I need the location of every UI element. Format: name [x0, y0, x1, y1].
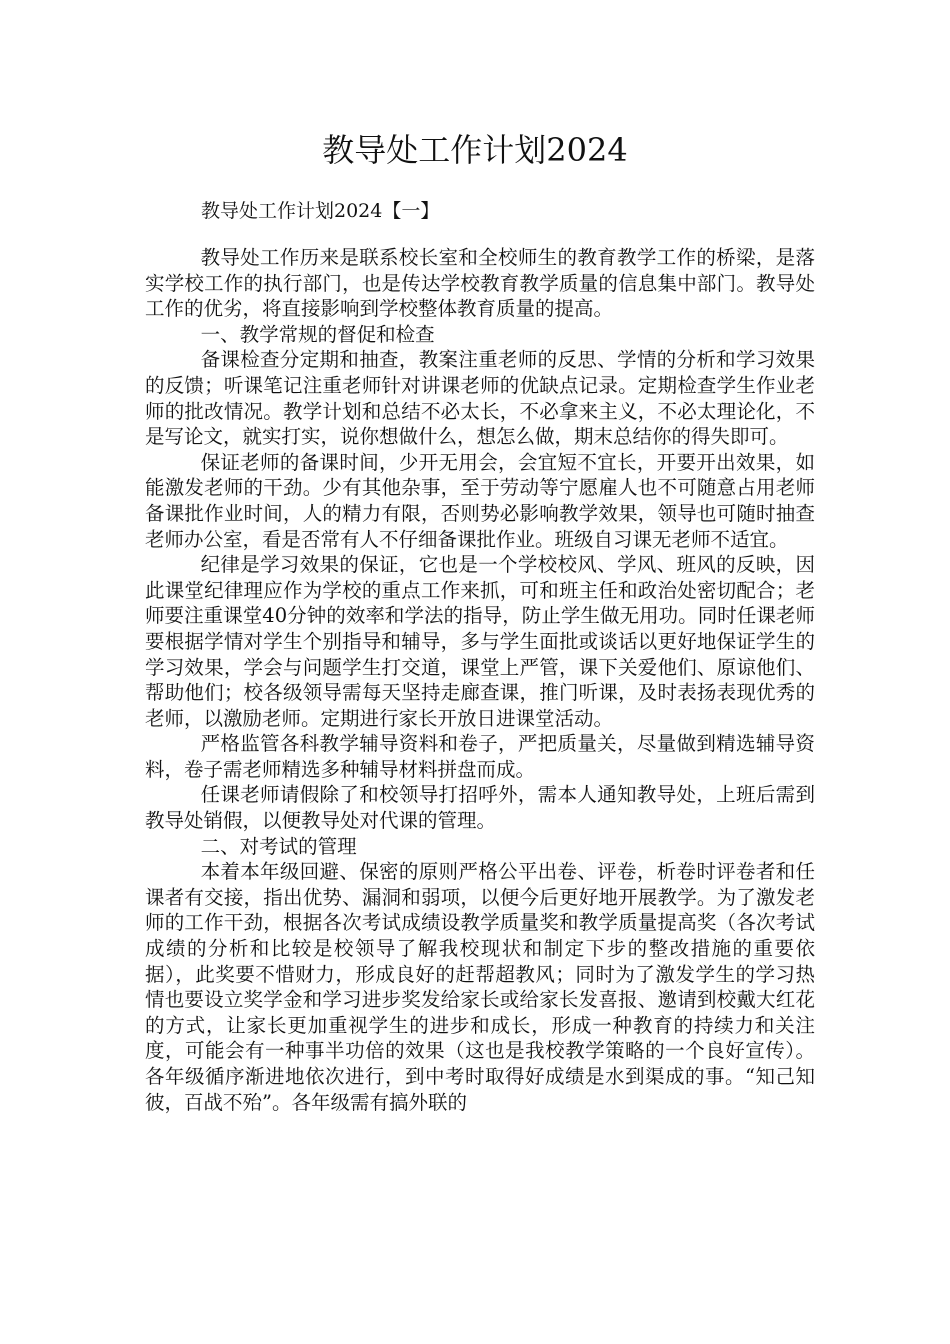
document-title: 教导处工作计划2024 [322, 131, 628, 169]
paragraph-materials: 严格监管各科教学辅导资料和卷子，严把质量关，尽量做到精选辅导资料，卷子需老师精选多种辅导材料拼盘而成。 [145, 732, 815, 781]
paragraph-leave: 任课老师请假除了和校领导打招呼外，需本人通知教导处，上班后需到教导处销假，以便教导处对代课的管理。 [145, 783, 815, 833]
paragraph-exams: 本着本年级回避、保密的原则严格公平出卷、评卷，析卷时评卷者和任课者有交接，指出优势、漏洞和弱项，以便今后更好地开展教学。为了激发老师的工作干劲，根据各次考试成绩设教学质量奖和教学质量提高奖（各次考试成绩的分析和比较是校领导了解我校现状和制定下步的整改措施的重要依据），此奖要不惜财力，形成良好的赶帮超教风；同时为了激发学生的学习热情也要设立奖学金和学习进步奖发给家长或给家长发喜报、邀请到校戴大红花的方式，让家长更加重视学生的进步和成长，形成一种教育的持续力和关注度，可能会有一种事半功倍的效果（这也是我校教学策略的一个良好宣传）。各年级循序渐进地依次进行，到中考时取得好成绩是水到渠成的事。“知己知彼，百战不殆”。各年级需有搞外联的 [145, 860, 815, 1114]
paragraph-discipline: 纪律是学习效果的保证，它也是一个学校校风、学风、班风的反映，因此课堂纪律理应作为学校的重点工作来抓，可和班主任和政治处密切配合；老师要注重课堂40分钟的效率和学法的指导，防止学生做无用功。同时任课老师要根据学情对学生个别指导和辅导，多与学生面批或谈话以更好地保证学生的学习效果，学会与问题学生打交道，课堂上严管，课下关爱他们、原谅他们、帮助他们；校各级领导需每天坚持走廊查课，推门听课，及时表扬表现优秀的老师，以激励老师。定期进行家长开放日进课堂活动。 [145, 553, 815, 730]
section-heading: 教导处工作计划2024【一】 [201, 200, 440, 222]
document-body [145, 245, 815, 1115]
paragraph-lesson-prep: 备课检查分定期和抽查，教案注重老师的反思、学情的分析和学习效果的反馈；听课笔记注重老师针对讲课老师的优缺点记录。定期检查学生作业老师的批改情况。教学计划和总结不必太长，不必拿来主义，不必太理论化，不是写论文，就实打实，说你想做什么，想怎么做，期末总结你的得失即可。 [145, 348, 815, 449]
heading-exam-management: 二、对考试的管理 [200, 834, 357, 858]
paragraph-intro: 教导处工作历来是联系校长室和全校师生的教育教学工作的桥梁，是落实学校工作的执行部门，也是传达学校教育教学质量的信息集中部门。教导处工作的优劣，将直接影响到学校整体教育质量的提高。 [145, 246, 815, 321]
paragraph-prep-time: 保证老师的备课时间，少开无用会，会宜短不宜长，开要开出效果，如能激发老师的干劲。少有其他杂事，至于劳动等宁愿雇人也不可随意占用老师备课批作业时间，人的精力有限，否则势必影响教学效果，领导也可随时抽查老师办公室，看是否常有人不仔细备课批作业。班级自习课无老师不适宜。 [145, 450, 815, 551]
heading-teaching-routine: 一、教学常规的督促和检查 [200, 322, 435, 346]
